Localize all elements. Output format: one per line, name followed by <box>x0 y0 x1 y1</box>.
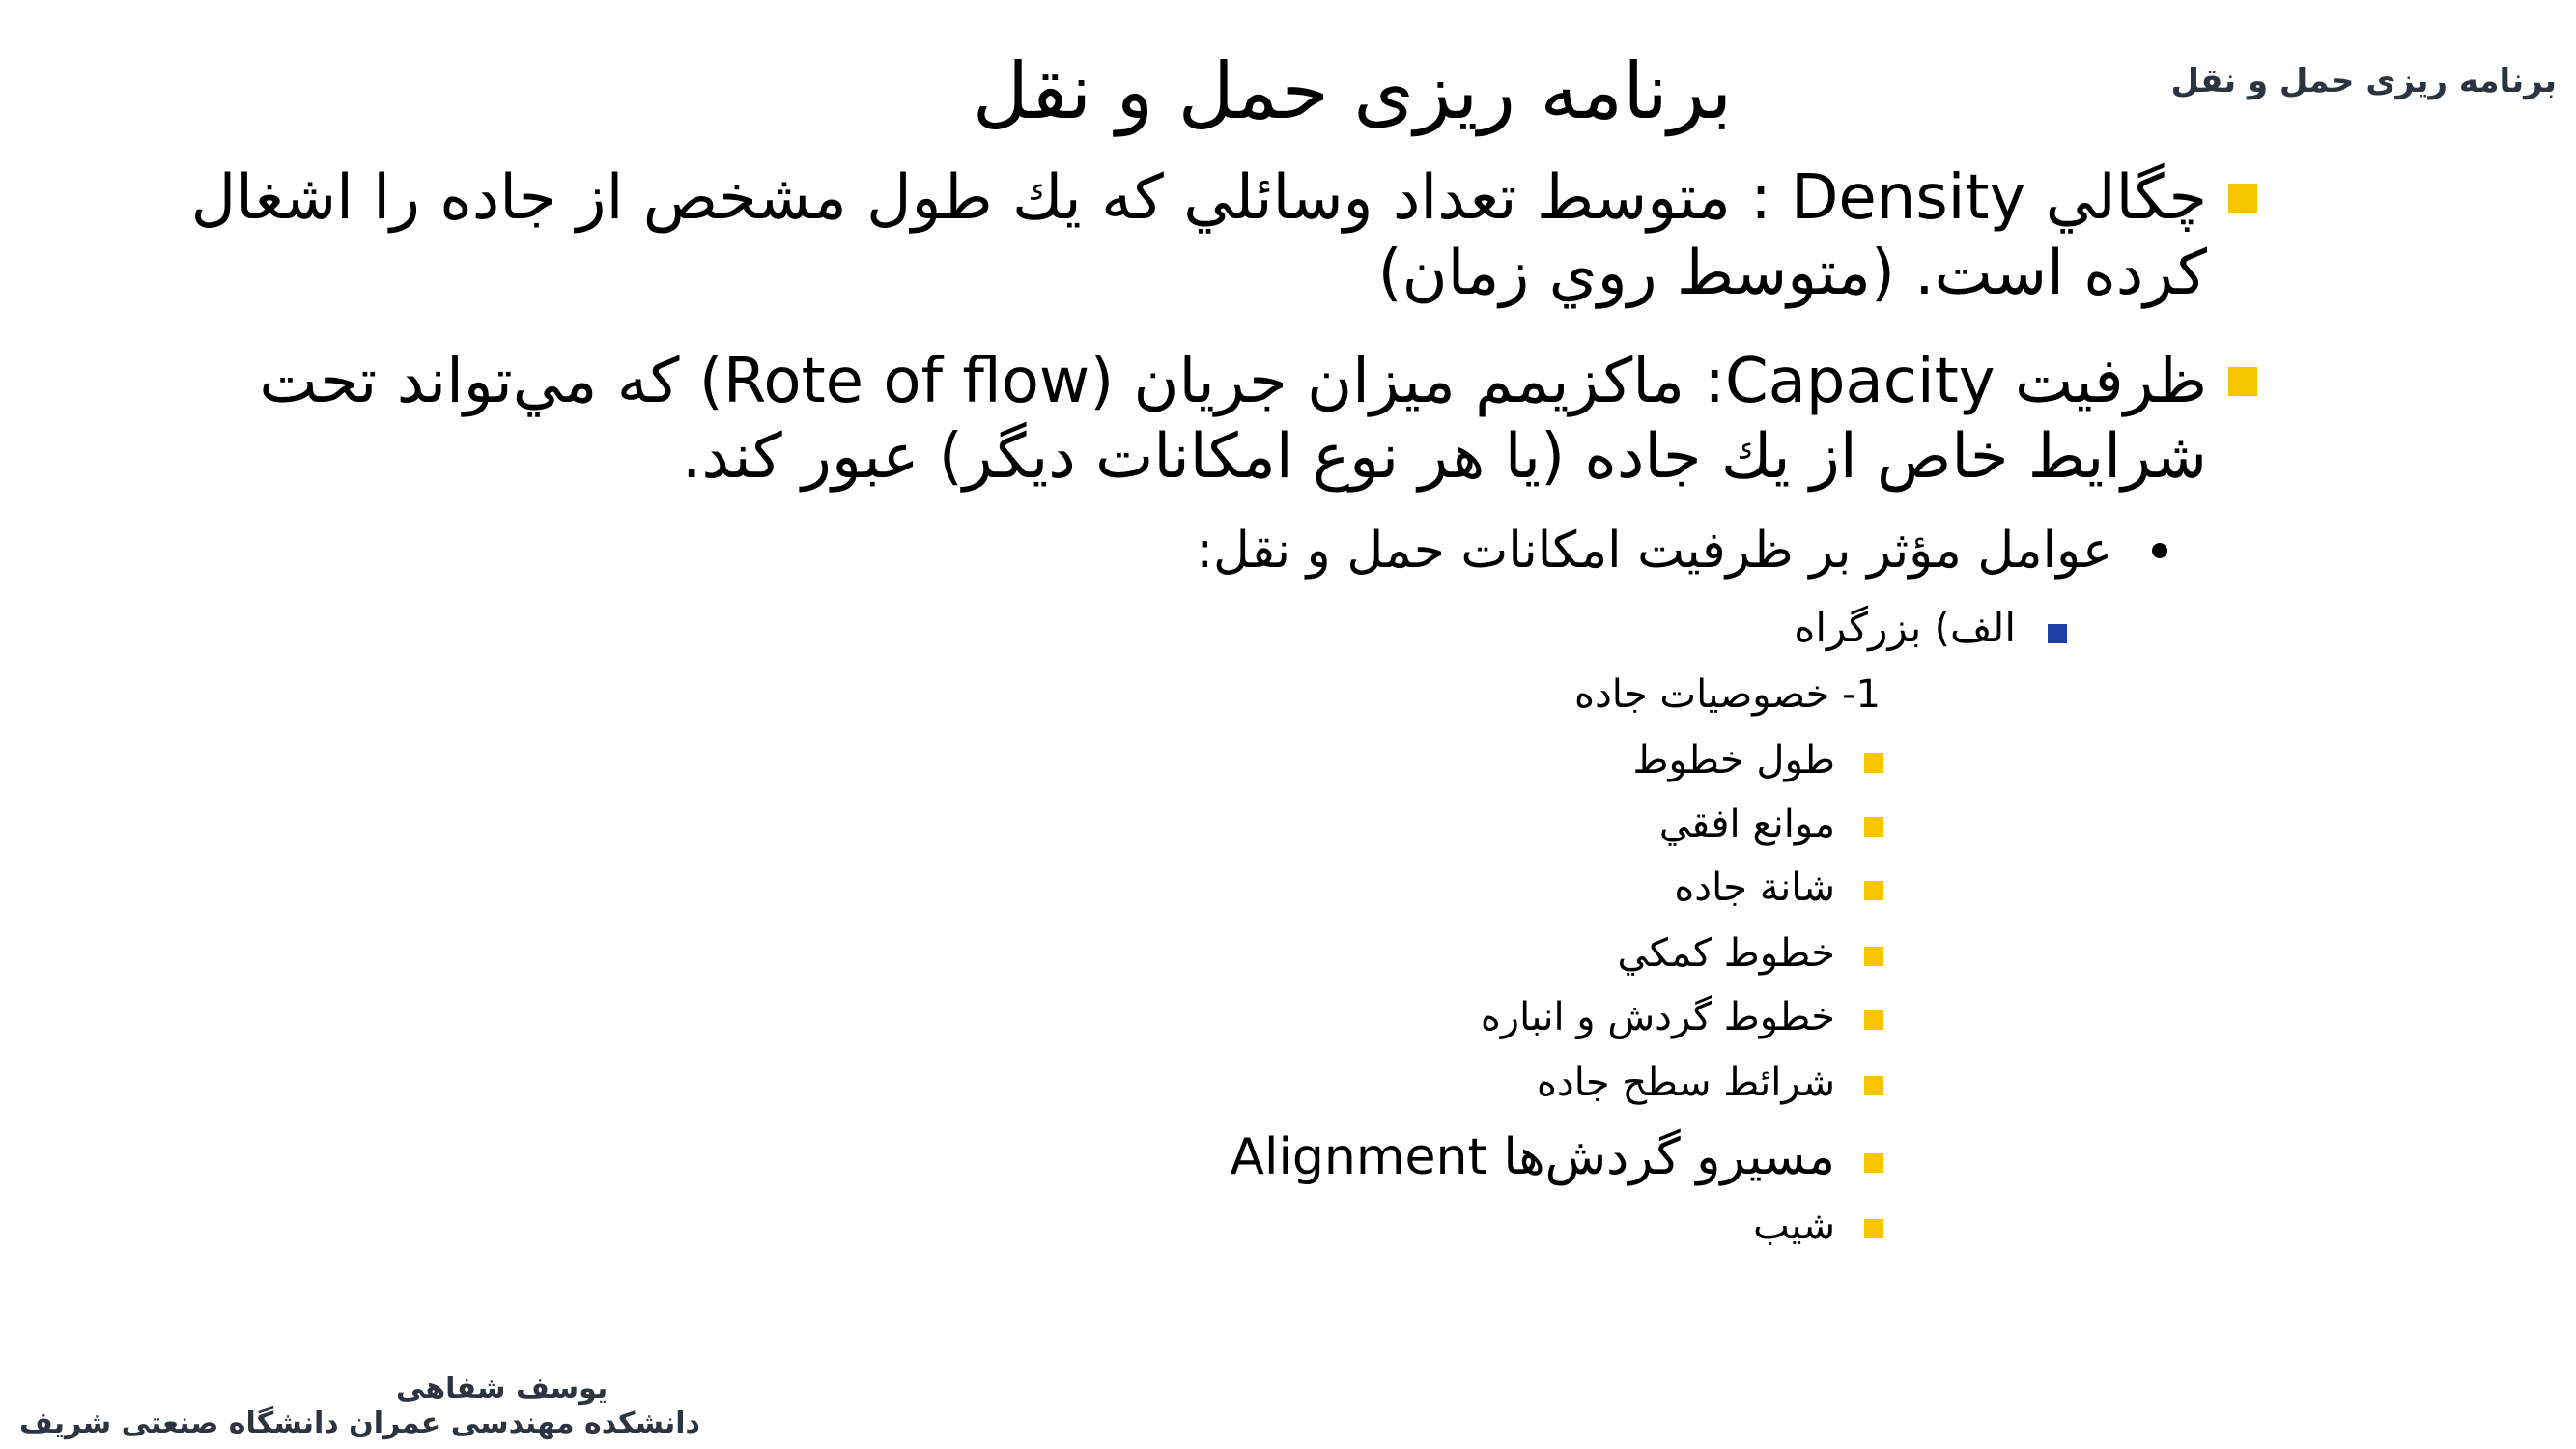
footer-author: يوسف شفاهی <box>396 1372 609 1406</box>
road-spec-item-shoulder: شانة جاده <box>1674 866 1835 910</box>
page-title: برنامه ریزی حمل و نقل <box>972 46 1733 136</box>
road-spec-item-obstacles: موانع افقي <box>1658 802 1835 846</box>
road-spec-item-aux-lanes: خطوط كمكي <box>1617 931 1835 976</box>
item-marker <box>1864 1076 1883 1095</box>
bullet-marker-density <box>2228 184 2257 213</box>
road-spec-item-lanes: طول خطوط <box>1632 738 1835 782</box>
road-specs-label: 1- خصوصيات جاده <box>1574 672 1881 717</box>
header-tag: برنامه ریزی حمل و نقل <box>2170 62 2557 100</box>
factors-heading: عوامل مؤثر بر ظرفيت امكانات حمل و نقل: <box>1196 522 2112 580</box>
item-marker <box>1864 753 1883 773</box>
bullet-density-line2: كرده است. (متوسط روي زمان) <box>1377 238 2207 309</box>
road-spec-item-alignment: مسيرو گردش‌ها Alignment <box>1230 1128 1835 1186</box>
bullet-marker-highway <box>2048 624 2067 643</box>
road-spec-item-turning: خطوط گردش و انباره <box>1480 995 1835 1039</box>
item-marker <box>1864 881 1883 900</box>
item-marker <box>1864 1153 1883 1173</box>
bullet-capacity-line2: شرايط خاص از يك جاده (يا هر نوع امكانات ديگر) عبور كند. <box>681 421 2207 493</box>
item-marker <box>1864 1010 1883 1030</box>
highway-label: الف) بزرگراه <box>1794 604 2016 651</box>
bullet-capacity-line1: ظرفيت Capacity: ماكزيمم ميزان جريان (Rote of flow) كه مي‌تواند تحت <box>259 346 2207 417</box>
road-spec-item-surface: شرائط سطح جاده <box>1536 1061 1835 1105</box>
bullet-dot-factors <box>2152 543 2167 558</box>
bullet-marker-capacity <box>2228 367 2257 396</box>
bullet-density-line1: چگالي Density : متوسط تعداد وسائلي كه يك طول مشخص از جاده را اشغال <box>190 162 2207 234</box>
road-spec-item-grade: شيب <box>1753 1204 1835 1248</box>
item-marker <box>1864 817 1883 837</box>
item-marker <box>1864 1219 1883 1238</box>
footer-affiliation: دانشكده مهندسی عمران دانشگاه صنعتی شريف <box>19 1406 700 1440</box>
item-marker <box>1864 947 1883 966</box>
